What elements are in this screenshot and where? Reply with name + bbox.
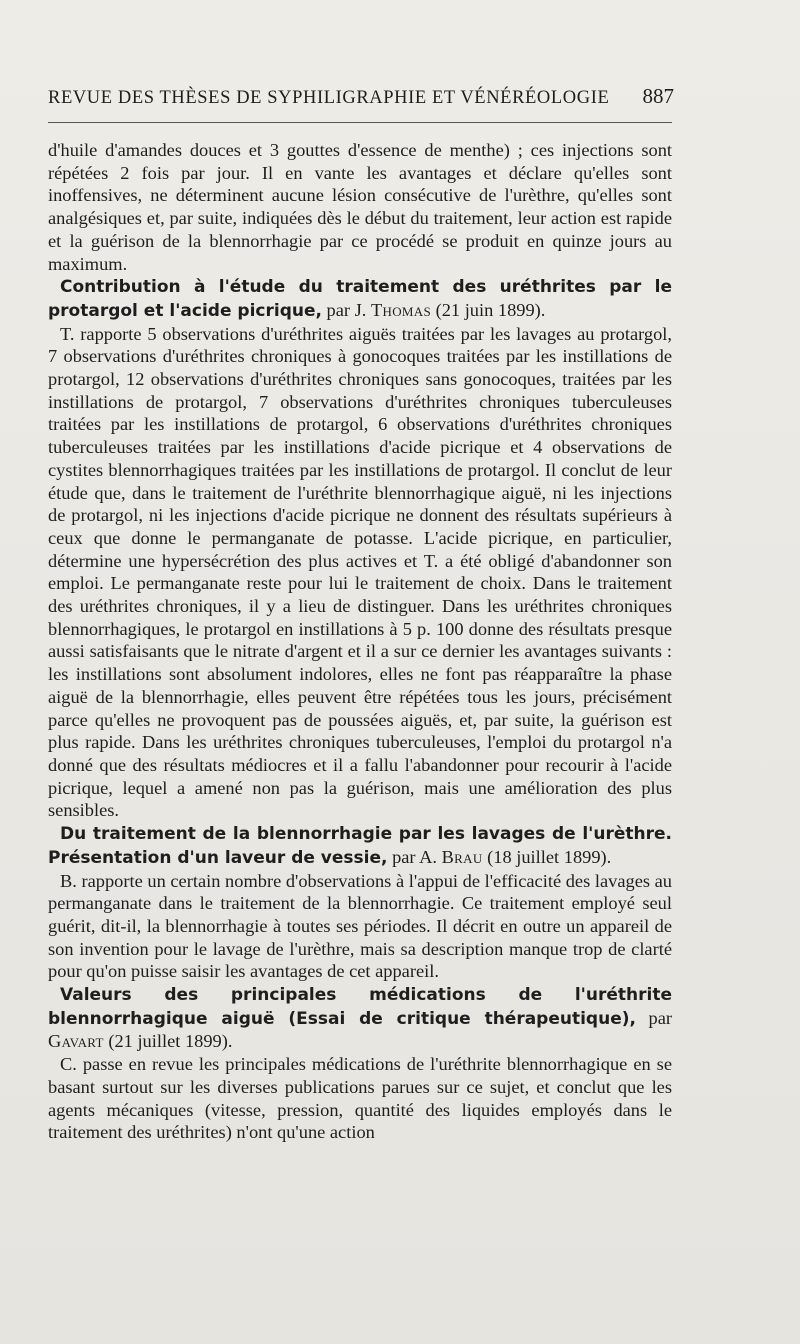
entry-heading (48, 983, 672, 1053)
entry-heading (48, 275, 672, 322)
text-body (48, 139, 672, 1144)
entry-title: Du traitement de la blennorrhagie par les lavages de l'urèthre. Présentation d'un laveur de vessie, (48, 824, 672, 868)
entry-date: (21 juin 1899). (430, 299, 546, 320)
entry-body: C. passe en revue les principales médications de l'uréthrite blennorrhagique en se basant surtout sur les diverses publications parues sur ce sujet, et conclut que les agents mécaniques (vitesse, pression, quantité des liquides employés dans le traitement des uréthrites) n'ont qu'une action (48, 1054, 672, 1143)
entry-title: Contribution à l'étude du traitement des uréthrites par le protargol et l'acide picrique, (48, 277, 672, 321)
header-rule (48, 122, 672, 123)
entry-date: (21 juillet 1899). (103, 1031, 233, 1052)
author-name: Thomas (370, 299, 431, 320)
page-number: 887 (642, 84, 674, 108)
author-name: Gavart (48, 1031, 104, 1052)
author-name: Brau (441, 846, 483, 867)
byline-prefix: par A. (387, 846, 442, 867)
entry-body: B. rapporte un certain nombre d'observations à l'appui de l'efficacité des lavages au permanganate dans le traitement de la blennorrhagie. Ce traitement employé seul guérit, dit-il, la blennorrhagie à toutes ses périodes. Il décrit en outre un appareil de son invention pour le lavage de l'urèthre, mais sa description manque trop de clarté pour qu'on puisse saisir les avantages de cet appareil. (48, 870, 672, 982)
running-header (48, 84, 674, 109)
entry-heading (48, 822, 672, 869)
entry-body: T. rapporte 5 observations d'uréthrites aiguës traitées par les lavages au protargol, 7 observations d'uréthrites chroniques à gonocoques traitées par les instillations de protargol, 12 observations d'uréthrites chroniques sans gonocoques, traitées par les instillations de protargol, 7 observations d'uréthrites chroniques tuberculeuses traitées par les instillations de protargol, 6 observations d'uréthrites chroniques tuberculeuses traitées par les instillations d'acide picrique et 4 observations de cystites blennorrhagiques traitées par les instillations de protargol. Il conclut de leur étude que, dans le traitement de l'uréthrite blennorrhagique aiguë, ni les injections de protargol, ni les injections d'acide picrique ne donnent des résultats supérieurs à ceux que donne le permanganate de potasse. L'acide picrique, en particulier, détermine une hypersécrétion des plus actives et T. a été obligé d'abandonner son emploi. Le permanganate reste pour lui le traitement de choix. Dans le traitement des uréthrites chroniques, il y a lieu de distinguer. Dans les uréthrites chroniques blennorrhagiques, le protargol en instillations à 5 p. 100 donne des résultats presque aussi satisfaisants que le nitrate d'argent et il a sur ce dernier les avantages suivants : les instillations sont absolument indolores, elles ne font pas réapparaître la phase aiguë de la blennorrhagie, elles peuvent être répétées tous les jours, précisément parce qu'elles ne provoquent pas de poussées aiguës, et, par suite, la guérison est plus rapide. Dans les uréthrites chroniques tuberculeuses, l'emploi du protargol n'a donné que des résultats médiocres et il a fallu l'abandonner pour recourir à l'acide picrique, lequel a amené non pas la guérison, mais une amélioration des plus sensibles. (48, 323, 672, 821)
entry-title: Valeurs des principales médications de l'uréthrite blennorrhagique aiguë (Essai de critique thérapeutique), (48, 985, 672, 1029)
continuation-paragraph: d'huile d'amandes douces et 3 gouttes d'essence de menthe) ; ces injections sont répétées 2 fois par jour. Il en vante les avantages et déclare qu'elles sont inoffensives, ne déterminent aucune lésion consécutive de l'urèthre, qu'elles sont analgésiques et, par suite, indiquées dès le début du traitement, leur action est rapide et la guérison de la blennorrhagie par ce procédé se produit en quinze jours au maximum. (48, 140, 672, 274)
byline-prefix: par J. (321, 299, 371, 320)
entry-date: (18 juillet 1899). (482, 846, 612, 867)
running-title: REVUE DES THÈSES DE SYPHILIGRAPHIE ET VÉNÉRÉOLOGIE (48, 88, 610, 108)
byline-prefix: par (635, 1007, 672, 1028)
